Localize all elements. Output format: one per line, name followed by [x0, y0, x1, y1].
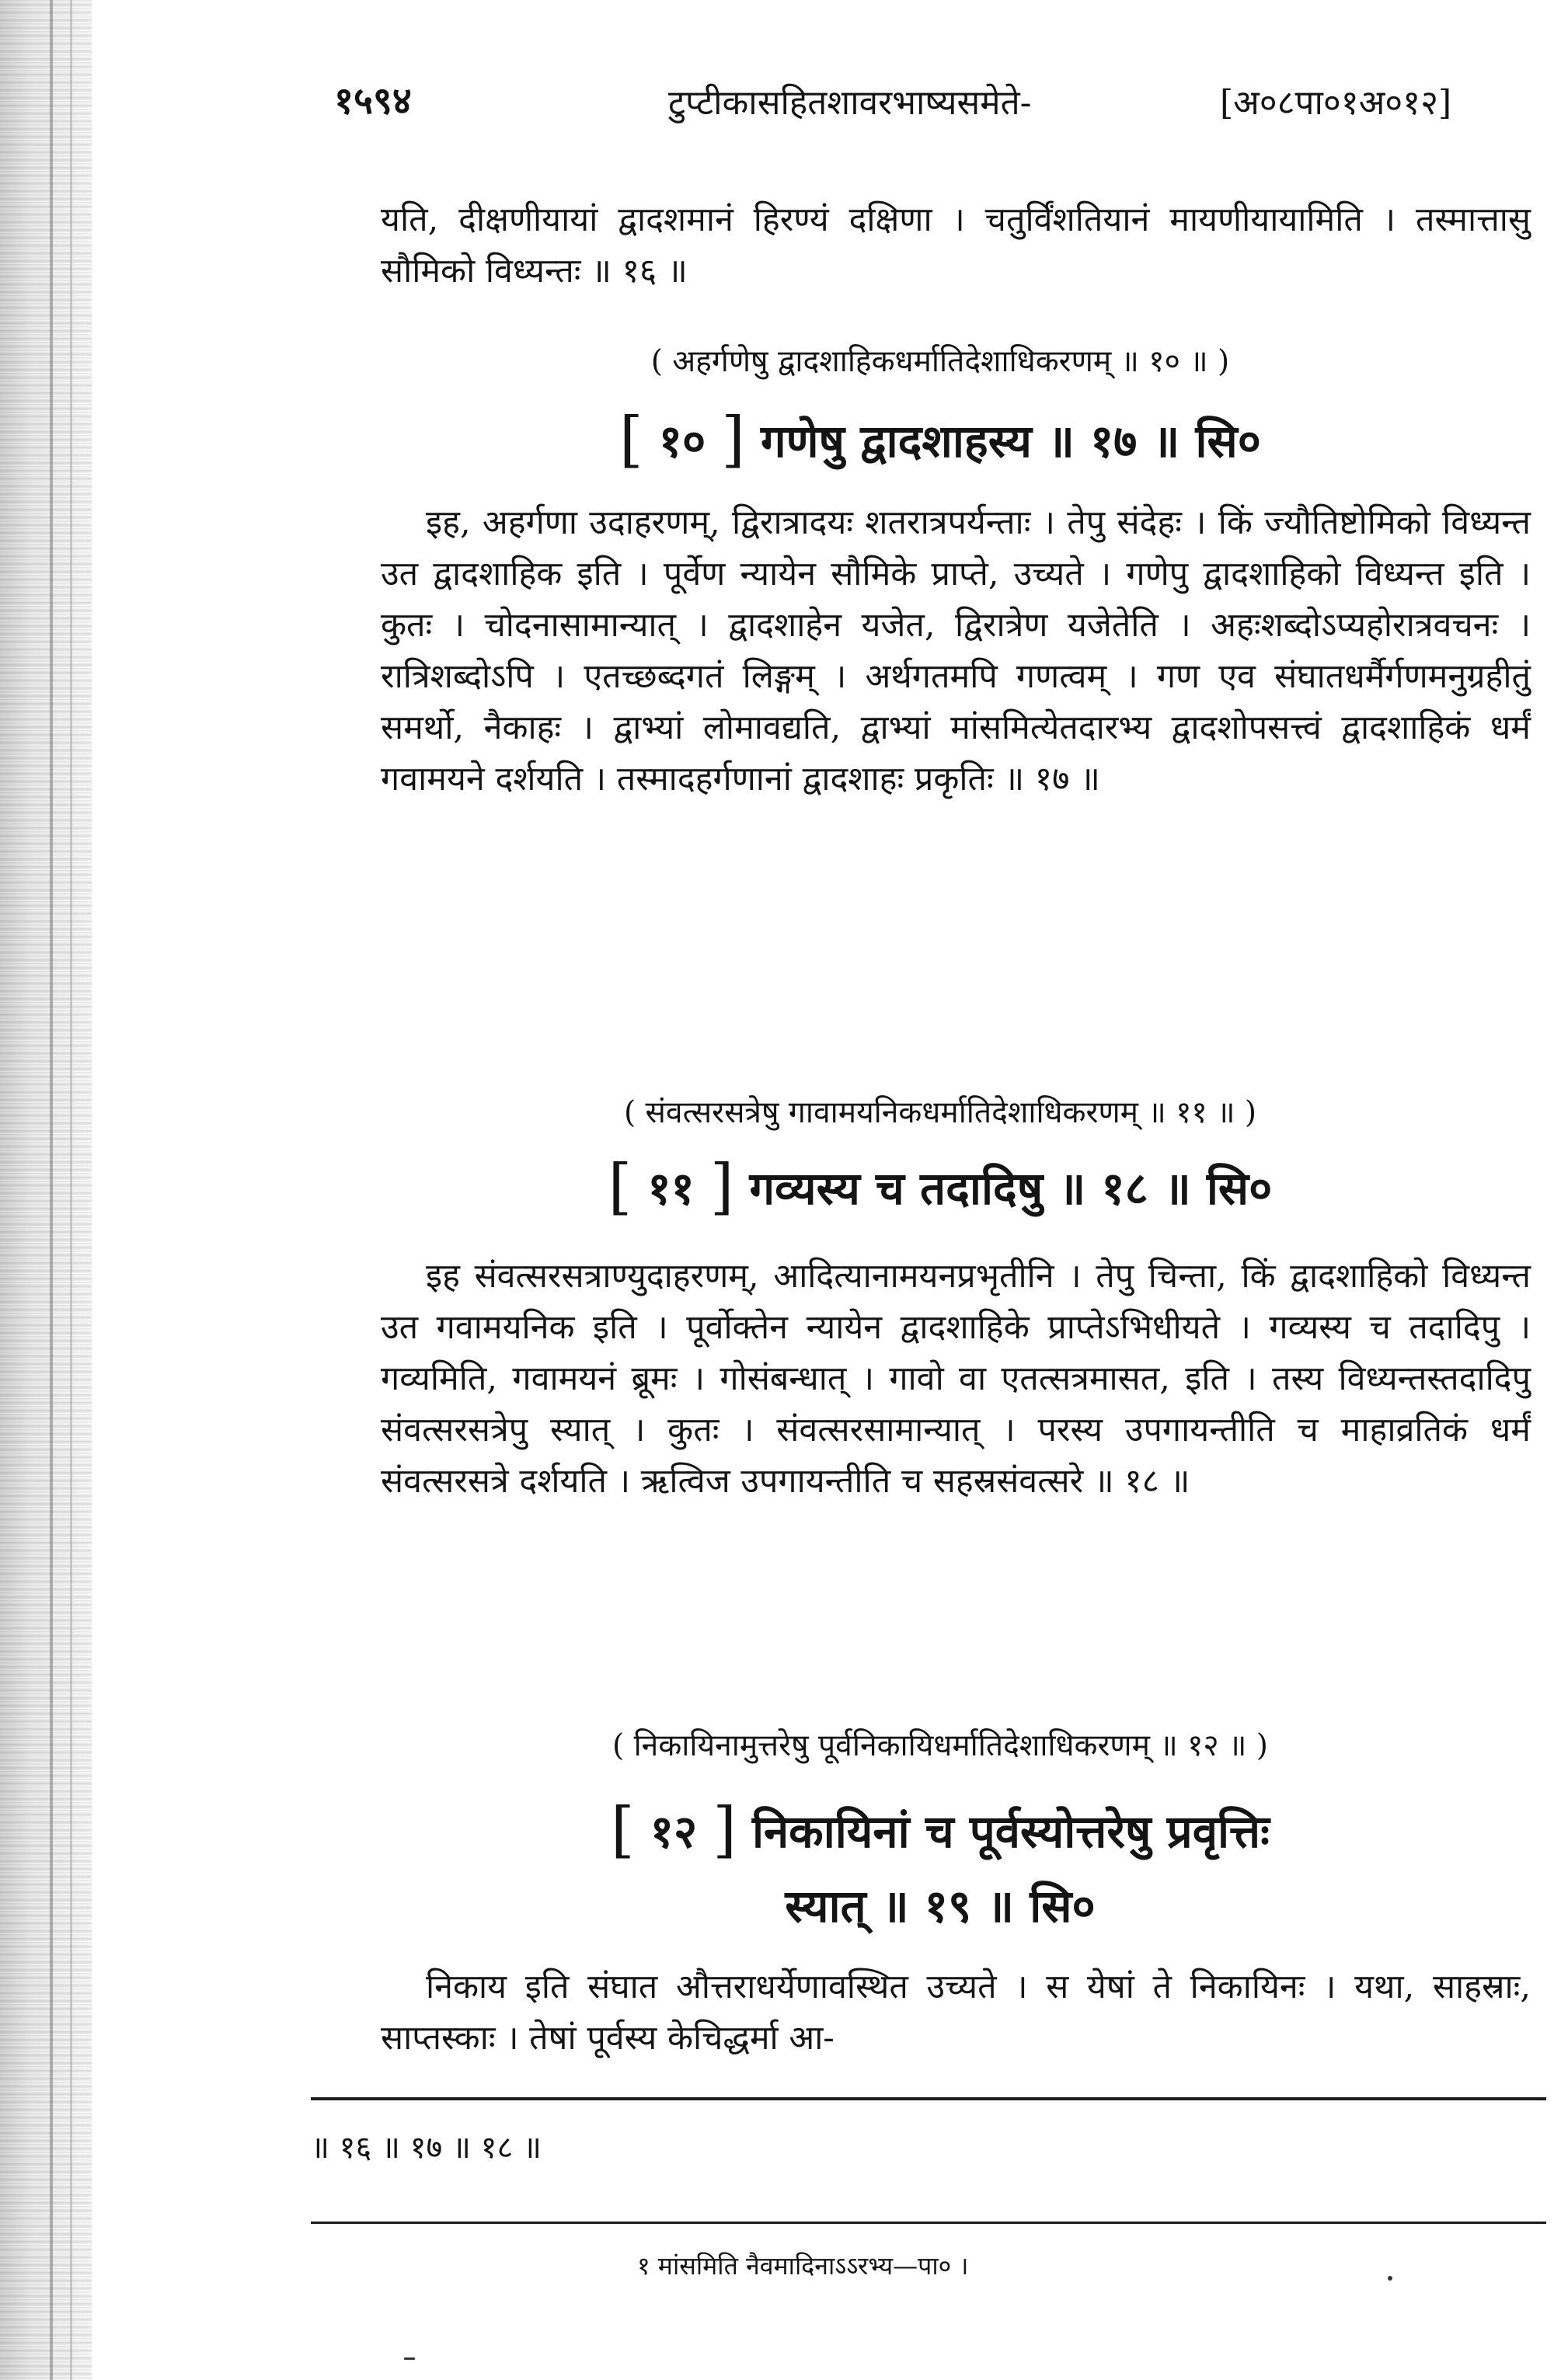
sutra-bracket-open: [ — [611, 1795, 635, 1865]
sutra-10 — [326, 405, 1554, 475]
binding-shadow-line — [70, 0, 72, 2380]
section-reference: [अ०८पा०१अ०१२] — [1220, 83, 1452, 123]
scan-speck — [404, 2357, 415, 2360]
sutra-bracket-open: [ — [608, 1152, 632, 1222]
page-header — [334, 75, 1561, 137]
paragraph-16-tail: यति, दीक्षणीयायां द्वादशमानं हिरण्यं दक्षिणा । चतुर्विंशतियानं मायणीयायामिति । तस्मात्तासु सौमिको विध्यन्तः ॥ १६ ॥ — [381, 200, 1531, 291]
sutra-bracket-open: [ — [619, 405, 643, 475]
paragraph-17: इह, अहर्गणा उदाहरणम्, द्विरात्रादयः शतरात्रपर्यन्ताः । तेपु संदेहः । किं ज्यौतिष्टोमिको विध्यन्त उत द्वादशाहिक इति । पूर्वेण न्यायेन सौमिके प्राप्ते, उच्यते । गणेपु द्वादशाहिको विध्यन्त इति । कुतः । चोदनासामान्यात् । द्वादशाहेन यजेत, द्विरात्रेण यजेतेति । अहःशब्दोऽप्यहोरात्रवचनः । रात्रिशब्दोऽपि । एतच्छब्दगतं लिङ्गम् । अर्थगतमपि गणत्वम् । गण एव संघातधर्मैर्गणमनुग्रहीतुं समर्थो, नैकाहः । द्वाभ्यां लोमावद्यति, द्वाभ्यां मांसमित्येतदारभ्य द्वादशोपसत्त्वं द्वादशाहिकं धर्मं गवामयने दर्शयति । तस्मादहर्गणानां द्वादशाहः प्रकृतिः ॥ १७ ॥ — [381, 503, 1531, 799]
sutra-bracket-close: ] — [721, 405, 745, 475]
adhikarana-title-10: ( अहर्गणेषु द्वादशाहिकधर्मातिदेशाधिकरणम् ॥ १० ॥ ) — [650, 344, 1230, 379]
sutra-text: गव्यस्य च तदादिषु ॥ १८ ॥ सि० — [749, 1162, 1273, 1215]
sutra-text: गणेषु द्वादशाहस्य ॥ १७ ॥ सि० — [760, 415, 1261, 468]
sutra-12-continuation: स्यात् ॥ १९ ॥ सि० — [785, 1880, 1096, 1933]
sutra-number: १० — [658, 415, 706, 468]
sutra-text: निकायिनां च पूर्वस्योत्तरेषु प्रवृत्तिः — [751, 1805, 1270, 1858]
scan-speck — [1388, 2276, 1392, 2281]
page-number: १५९४ — [334, 79, 412, 123]
running-title: टुप्टीकासहितशावरभाष्यसमेते- — [668, 83, 1032, 123]
paragraph-19-start: निकाय इति संघात औत्तराधर्येणावस्थित उच्यते । स येषां ते निकायिनः । यथा, साहस्राः, साप्तस्काः । तेषां पूर्वस्य केचिद्धर्मा आ- — [381, 1968, 1531, 2058]
verse-references: ॥ १६ ॥ १७ ॥ १८ ॥ — [311, 2130, 542, 2166]
sutra-number: १२ — [650, 1805, 698, 1858]
sutra-12 — [326, 1795, 1554, 1865]
sutra-number: ११ — [647, 1162, 695, 1215]
binding-shadow-line — [50, 0, 53, 2380]
sutra-bracket-close: ] — [713, 1795, 737, 1865]
sutra-bracket-close: ] — [709, 1152, 734, 1222]
paragraph-18: इह संवत्सरसत्राण्युदाहरणम्, आदित्यानामयनप्रभृतीनि । तेपु चिन्ता, किं द्वादशाहिको विध्यन्त उत गवामयनिक इति । पूर्वोक्तेन न्यायेन द्वादशाहिके प्राप्तेऽभिधीयते । गव्यस्य च तदादिपु । गव्यमिति, गवामयनं ब्रूमः । गोसंबन्धात् । गावो वा एतत्सत्रमासत, इति । तस्य विध्यन्तस्तदादिपु संवत्सरसत्रेपु स्यात् । कुतः । संवत्सरसामान्यात् । परस्य उपगायन्तीति च माहाव्रतिकं धर्मं संवत्सरसत्रे दर्शयति । ऋत्विज उपगायन्तीति च सहस्रसंवत्सरे ॥ १८ ॥ — [381, 1257, 1531, 1501]
footer-rule — [311, 2097, 1546, 2100]
adhikarana-title-11: ( संवत्सरसत्रेषु गावामयनिकधर्मातिदेशाधिकरणम् ॥ ११ ॥ ) — [623, 1095, 1257, 1130]
page-binding-edge — [0, 0, 92, 2380]
adhikarana-title-12: ( निकायिनामुत्तरेषु पूर्वनिकायिधर्मातिदेशाधिकरणम् ॥ १२ ॥ ) — [612, 1728, 1269, 1763]
footnote-rule — [311, 2222, 1546, 2224]
sutra-11 — [326, 1152, 1554, 1222]
footnote: १ मांसमिति नैवमादिनाऽऽरभ्य—पा० । — [637, 2251, 969, 2281]
